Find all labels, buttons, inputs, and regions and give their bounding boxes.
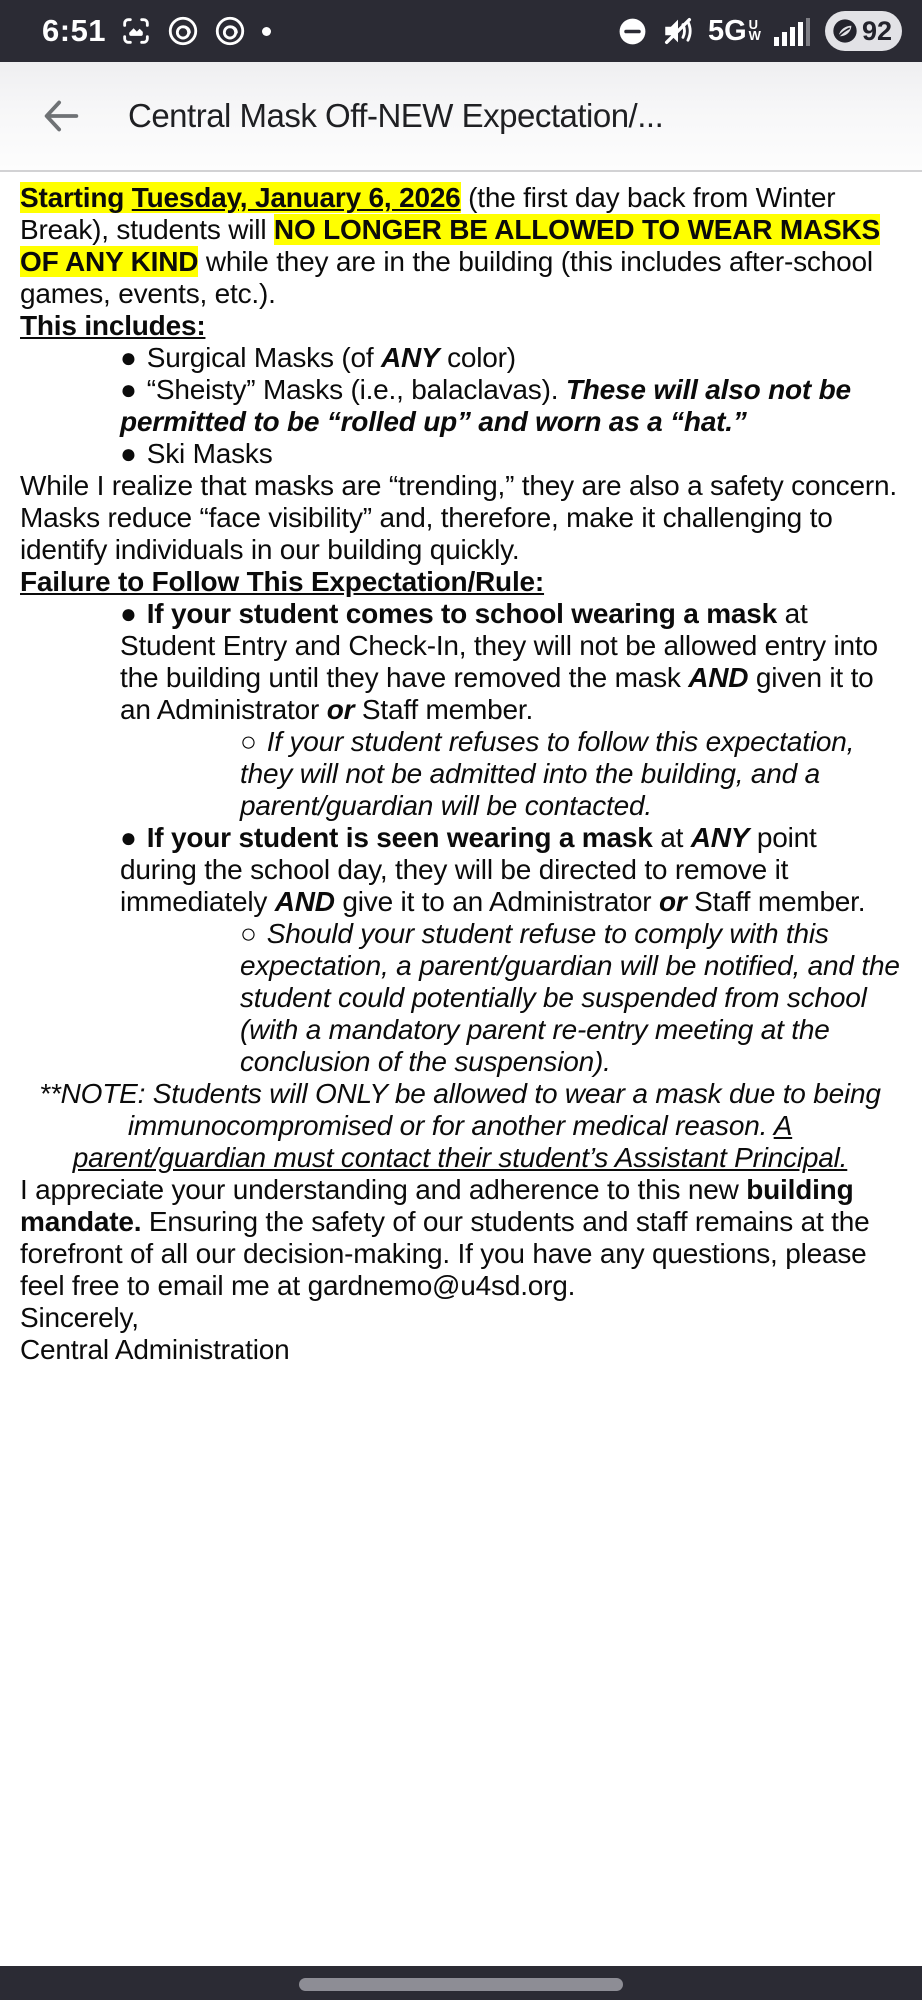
bullet-sheisty-masks [20, 374, 900, 438]
bullet-text: give it to an Administrator [334, 886, 659, 917]
network-band-label: 5G [707, 14, 747, 47]
back-button[interactable] [38, 93, 84, 139]
screenshot-icon [119, 14, 153, 48]
note-text: **NOTE: Students will ONLY be allowed to wear a mask due to being immunocompromised or for another medical reason. [39, 1078, 881, 1141]
filled-bullet-icon: ● [120, 438, 137, 469]
more-notifications-dot-icon [262, 27, 271, 36]
bullet-ski-masks [20, 438, 900, 470]
gesture-nav-bar [0, 1966, 922, 2000]
bullet-emphasis: or [658, 886, 687, 917]
failure-subbullet-refusal-comply [20, 918, 900, 1078]
closing-text-end: Ensuring the safety of our students and staff remains at the forefront of all our decision-making. If you have any questions, please feel free to email me at gardnemo@u4sd.org. [20, 1206, 870, 1301]
bullet-surgical-masks [20, 342, 900, 374]
spiral-notification-icon [166, 14, 200, 48]
do-not-disturb-icon [617, 16, 648, 47]
bullet-text: at [652, 822, 691, 853]
closing-paragraph [20, 1174, 900, 1302]
status-bar [0, 0, 922, 62]
bullet-text: at Student Entry and Check-In, they will not be allowed entry into the building until they have removed the mask [120, 598, 878, 693]
home-gesture-handle[interactable] [299, 1978, 623, 1991]
document-view[interactable] [0, 174, 922, 1966]
signal-strength-icon [774, 16, 812, 46]
sign-off: Sincerely, [20, 1302, 139, 1333]
filled-bullet-icon: ● [120, 374, 137, 405]
intro-paragraph [20, 182, 900, 310]
app-bar [0, 62, 922, 172]
closing-text: I appreciate your understanding and adherence to this new [20, 1174, 747, 1205]
note-underlined-text: A parent/guardian must contact their student’s Assistant Principal. [72, 1110, 848, 1173]
bullet-text: Staff member. [686, 886, 866, 917]
signature: Central Administration [20, 1334, 290, 1365]
failure-bullet-entry [20, 598, 900, 726]
bullet-text: color) [439, 342, 516, 373]
sound-muted-vibrate-icon [661, 14, 695, 48]
bullet-emphasis: ANY [381, 342, 440, 373]
filled-bullet-icon: ● [120, 822, 137, 853]
includes-heading: This includes: [20, 310, 206, 341]
bullet-text: Surgical Masks (of [146, 342, 381, 373]
bullet-text: given it to an Administrator [120, 662, 874, 725]
highlighted-start-date: Starting [20, 182, 132, 213]
clock: 6:51 [42, 13, 107, 48]
highlighted-no-masks-rule: NO LONGER BE ALLOWED TO WEAR MASKS OF ANY KIND [20, 214, 881, 277]
filled-bullet-icon: ● [120, 598, 137, 629]
battery-indicator [825, 11, 902, 51]
network-type-indicator [707, 14, 761, 47]
closing-bold-mandate: building mandate. [20, 1174, 854, 1237]
hollow-bullet-icon: ○ [240, 918, 257, 949]
status-bar-right [617, 11, 902, 51]
subbullet-text: If your student refuses to follow this expectation, they will not be admitted into the building, and a parent/guardian will be contacted. [240, 726, 855, 821]
network-uw-label: U W [748, 16, 761, 43]
bullet-bold-lead: If your student is seen wearing a mask [146, 822, 653, 853]
filled-bullet-icon: ● [120, 342, 137, 373]
bullet-text: point during the school day, they will be directed to remove it immediately [120, 822, 817, 917]
status-bar-left [20, 13, 271, 49]
bullet-text: Ski Masks [146, 438, 273, 469]
bullet-emphasis: These will also not be permitted to be “rolled up” and worn as a “hat.” [120, 374, 851, 437]
bullet-emphasis: or [326, 694, 355, 725]
spiral-notification-icon [213, 14, 247, 48]
bullet-text: Staff member. [354, 694, 534, 725]
subbullet-text: Should your student refuse to comply with this expectation, a parent/guardian will be notified, and the student could potentially be suspended from school (with a mandatory parent re-entry meeting at the conclusion of the suspension). [240, 918, 900, 1077]
bullet-bold-lead: If your student comes to school wearing a mask [146, 598, 778, 629]
highlighted-date-underlined: Tuesday, January 6, 2026 [131, 182, 461, 213]
battery-percent-label: 92 [861, 15, 892, 46]
bullet-text: “Sheisty” Masks (i.e., balaclavas). [146, 374, 566, 405]
page-title: Central Mask Off-NEW Expectation/... [128, 97, 664, 134]
hollow-bullet-icon: ○ [240, 726, 257, 757]
bullet-emphasis: AND [274, 886, 335, 917]
failure-subbullet-refusal-entry [20, 726, 900, 822]
battery-saver-leaf-icon [831, 17, 859, 45]
intro-plain-text-end: while they are in the building (this includes after-school games, events, etc.). [20, 246, 873, 309]
bullet-emphasis: ANY [690, 822, 750, 853]
failure-bullet-seen [20, 822, 900, 918]
medical-note-paragraph [20, 1078, 900, 1174]
bullet-emphasis: AND [688, 662, 749, 693]
failure-heading: Failure to Follow This Expectation/Rule: [20, 566, 545, 597]
rationale-paragraph: While I realize that masks are “trending,” they are also a safety concern. Masks reduce “face visibility” and, therefore, make it challenging to identify individuals in our building quickly. [20, 470, 897, 565]
intro-plain-text: (the first day back from Winter Break), students will [20, 182, 836, 245]
